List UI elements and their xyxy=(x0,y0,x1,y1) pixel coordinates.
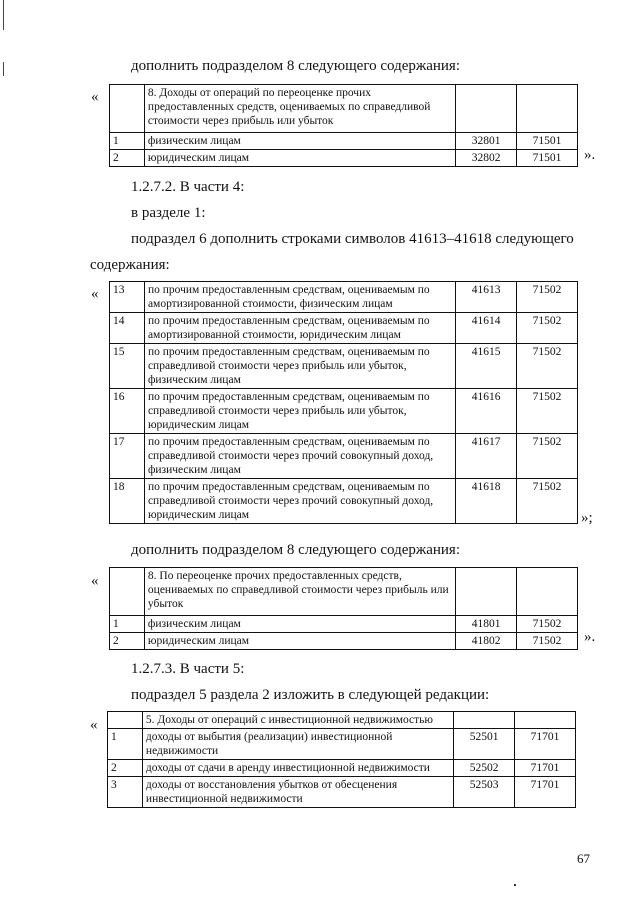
close-quote: »; xyxy=(581,510,593,526)
table-row: 13 по прочим предоставленным средствам, оцениваемым по амортизированной стоимости, физическим лицам 41613 71502 xyxy=(110,282,578,313)
table-row: 1 физическим лицам 32801 71501 xyxy=(110,133,578,150)
section1-table xyxy=(109,84,578,167)
table-title-row xyxy=(110,85,578,133)
section2-paragraph-cont: содержания: xyxy=(90,257,170,273)
margin-mark-top xyxy=(3,0,4,30)
open-quote: « xyxy=(91,286,99,302)
section2-table xyxy=(109,281,578,524)
scan-dot xyxy=(514,884,516,886)
table-row: 3 доходы от восстановления убытков от обесценения инвестиционной недвижимости 52503 71701 xyxy=(108,777,576,808)
section3-table xyxy=(109,567,578,650)
section2-heading: 1.2.7.2. В части 4: xyxy=(131,179,245,195)
page-number: 67 xyxy=(577,851,590,866)
table-row: 2 юридическим лицам 41802 71502 xyxy=(110,633,578,650)
table-title: 8. Доходы от операций по переоценке прочих предоставленных средств, оцениваемых по справедливой стоимости через прибыль или убыток xyxy=(144,85,455,133)
table-title: 8. По переоценке прочих предоставленных средств, оцениваемых по справедливой стоимости через прибыль или убыток xyxy=(144,568,455,616)
table-row: 16 по прочим предоставленным средствам, оцениваемым по справедливой стоимости через прибыль или убыток, юридическим лицам 41616 71502 xyxy=(110,389,578,434)
table-row: 2 юридическим лицам 32802 71501 xyxy=(110,150,578,167)
table-row: 18 по прочим предоставленным средствам, оцениваемым по справедливой стоимости через прочий совокупный доход, юридическим лицам 41618 71502 xyxy=(110,479,578,524)
table-row: 15 по прочим предоставленным средствам, оцениваемым по справедливой стоимости через прибыль или убыток, физическим лицам 41615 71502 xyxy=(110,344,578,389)
section4-heading: 1.2.7.3. В части 5: xyxy=(131,661,245,677)
close-quote: ». xyxy=(584,147,596,163)
section4-table xyxy=(107,711,576,808)
section4-paragraph: подраздел 5 раздела 2 изложить в следующей редакции: xyxy=(131,687,490,703)
table-title-row xyxy=(110,568,578,616)
section2-paragraph: подраздел 6 дополнить строками символов 41613–41618 следующего xyxy=(131,231,574,247)
table-title: 5. Доходы от операций с инвестиционной недвижимостью xyxy=(142,712,453,729)
open-quote: « xyxy=(91,573,99,589)
table-title-row xyxy=(108,712,576,729)
table-row: 17 по прочим предоставленным средствам, оцениваемым по справедливой стоимости через прочий совокупный доход, физическим лицам 41617 71502 xyxy=(110,434,578,479)
close-quote: ». xyxy=(584,629,596,645)
table-row: 1 физическим лицам 41801 71502 xyxy=(110,616,578,633)
open-quote: « xyxy=(91,89,99,105)
section2-subheading: в разделе 1: xyxy=(131,205,206,221)
table-row: 1 доходы от выбытия (реализации) инвестиционной недвижимости 52501 71701 xyxy=(108,729,576,760)
section1-heading: дополнить подразделом 8 следующего содержания: xyxy=(131,58,461,74)
section3-heading: дополнить подразделом 8 следующего содержания: xyxy=(131,542,461,558)
open-quote: « xyxy=(90,717,98,733)
table-row: 2 доходы от сдачи в аренду инвестиционной недвижимости 52502 71701 xyxy=(108,760,576,777)
margin-mark xyxy=(3,62,4,76)
table-row: 14 по прочим предоставленным средствам, оцениваемым по амортизированной стоимости, юридическим лицам 41614 71502 xyxy=(110,313,578,344)
